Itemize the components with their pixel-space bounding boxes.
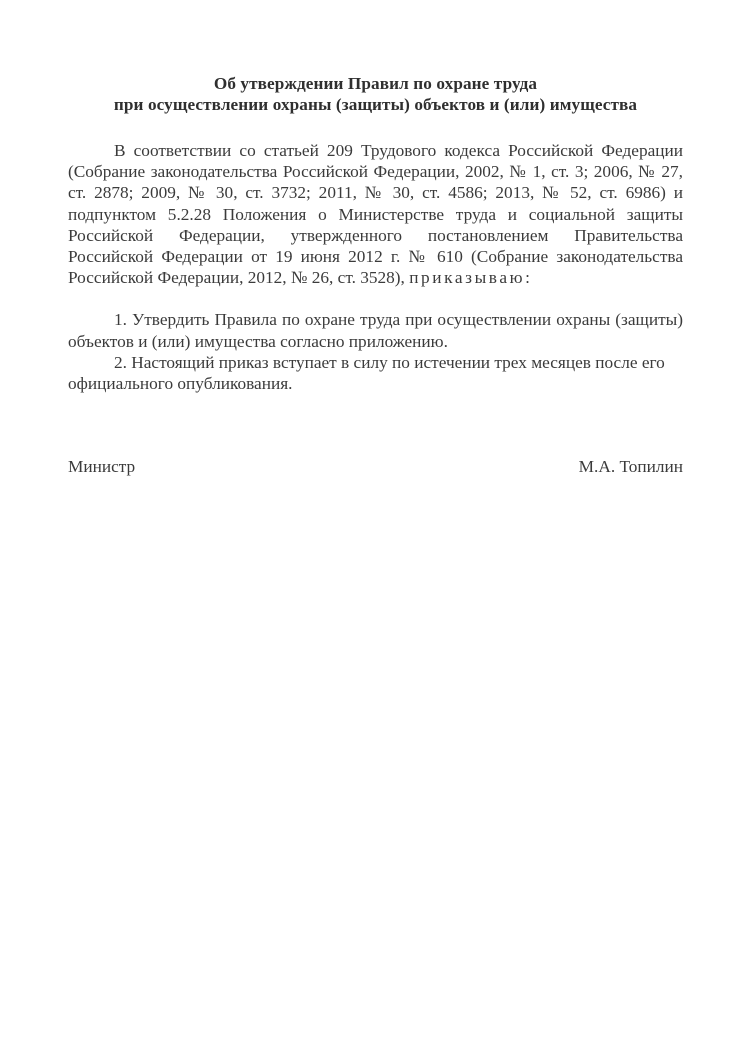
signature-name: М.А. Топилин — [578, 457, 683, 477]
clause-item-2: 2. Настоящий приказ вступает в силу по истечении трех месяцев после его официального опубликования. — [68, 352, 665, 394]
order-keyword: приказываю: — [409, 268, 533, 288]
title-line-2: при осуществлении охраны (защиты) объектов и (или) имущества — [113, 94, 638, 114]
preamble-block — [68, 140, 683, 288]
preamble-paragraph — [68, 140, 683, 288]
signature-block — [68, 456, 683, 477]
page-title — [68, 0, 683, 115]
title-line-1: Об утверждении Правил по охране труда — [213, 74, 538, 93]
preamble-text: В соответствии со статьей 209 Трудового кодекса Российской Федерации (Собрание законодательства Российской Федерации, 2002, № 1, ст. 3; 2006, № 27, ст. 2878; 2009, № 30, ст. 3732; 2011, № 30, ст. 4586; 2013, № 52, ст. 6986) и подпунктом 5.2.28 Положения о Министерстве труда и социальной защиты Российской Федерации, утвержденного постановлением Правительства Российской Федерации от 19 июня 2012 г. № 610 (Собрание законодательства Российской Федерации, 2012, № 26, ст. 3528), — [68, 141, 683, 288]
clause-item-1: 1. Утвердить Правила по охране труда при осуществлении охраны (защиты) объектов и (или) имущества согласно приложению. — [68, 310, 683, 351]
clause-list — [68, 309, 683, 394]
signature-role: Министр — [68, 457, 136, 477]
paragraph-spacer — [68, 288, 683, 309]
document-content — [68, 0, 683, 477]
